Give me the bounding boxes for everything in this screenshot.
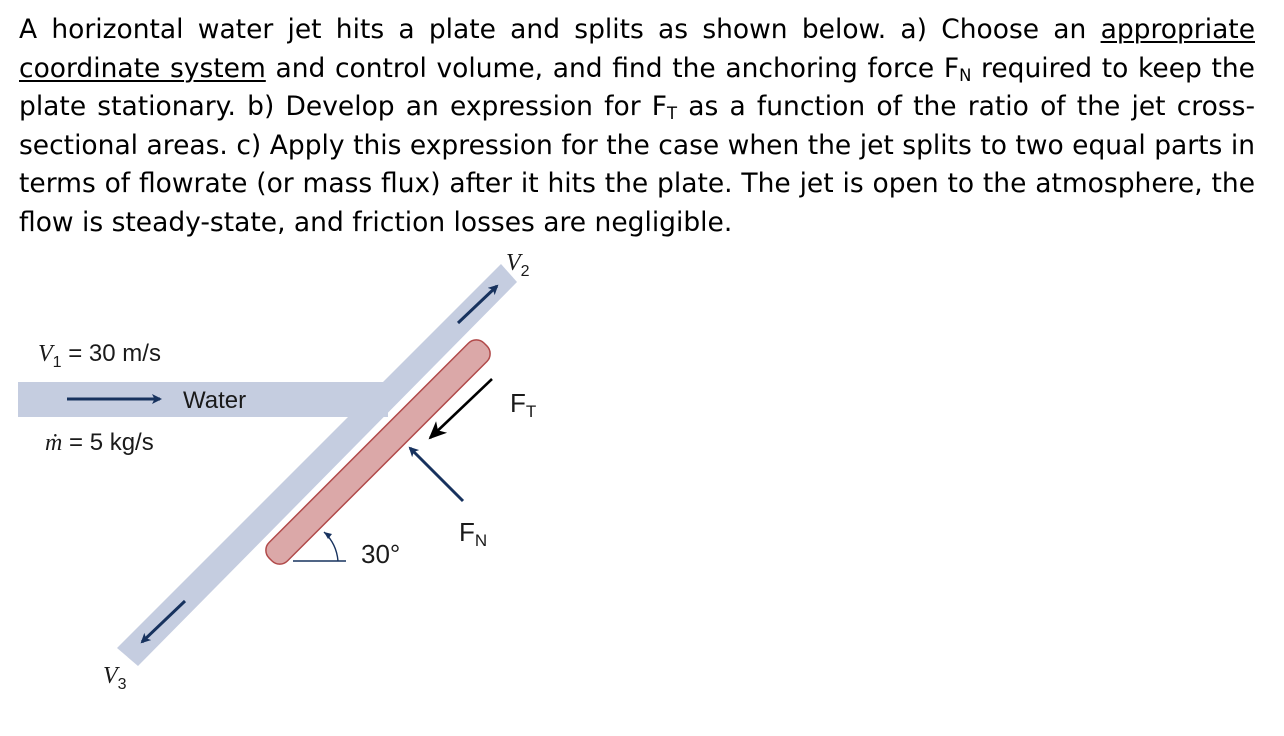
v1-label: $V_1 = 30$ m/s <box>38 340 161 371</box>
problem-text-part-2: and control volume, and find the anchoring force F <box>265 52 960 84</box>
fn-force-arrow <box>410 448 463 501</box>
angle-arc-arrowhead <box>324 532 332 539</box>
fn-label: FN <box>459 517 488 550</box>
ft-subscript-text: T <box>667 104 678 124</box>
problem-text-part-1: A horizontal water jet hits a plate and splits as shown below. a) Choose an <box>19 14 1101 45</box>
problem-underlined-phrase: appropriate coordinate system <box>19 14 1255 84</box>
fn-subscript-text: N <box>959 65 972 85</box>
problem-text-part-4: as a function of the ratio of the jet cross-sectional areas. c) Apply this expression for the case when the jet splits to two equal parts in terms of flowrate (or mass flux) after it hits the plate. The jet is open to the atmosphere, the flow is steady-state, and friction losses are negligible. <box>19 91 1256 238</box>
problem-text-part-3: required to keep the plate stationary. b) Develop an expression for F <box>19 52 1255 122</box>
water-label: Water <box>183 387 247 414</box>
v3-label: $V_3$ <box>103 663 127 693</box>
angle-label: 30° <box>361 539 401 569</box>
mass-flow-label: ṁ = 5 kg/s <box>45 429 154 456</box>
v2-label: $V_2$ <box>506 250 530 280</box>
angle-arc <box>324 532 338 561</box>
ft-label: FT <box>510 388 537 421</box>
inclined-jet <box>117 264 517 666</box>
